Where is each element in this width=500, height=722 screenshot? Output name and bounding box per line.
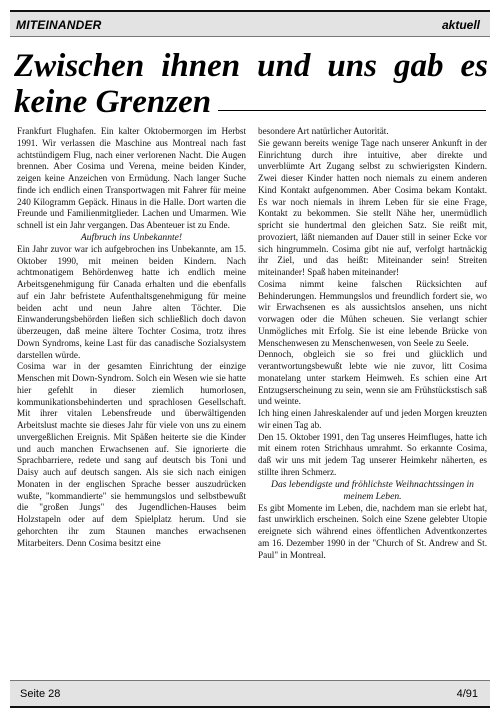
issue-number: 4/91 xyxy=(456,688,478,700)
paragraph: Den 15. Oktober 1991, den Tag unseres Heimfluges, hatte ich mit einem roten Strichhaus umrahmt. So erkannte Cosima, daß wir uns mit jedem Tag unserer Heimkehr näherten, es stillte ihren Schmerz. xyxy=(258,431,487,477)
title-line-1: Zwischen ihnen und uns gab es xyxy=(14,48,488,84)
right-column xyxy=(258,126,487,674)
paragraph: Cosima nimmt keine falschen Rücksichten auf Behinderungen. Hemmungslos und freundlich fordert sie, wo wir Erwachsenen es als aussichtslos ansehen, uns nicht vorwagen oder die Mühen scheuen. Sie verlangt schier Unmögliches mit Erfolg. Sie ist eine lebende Brücke von Menschenwesen zu Menschenwesen, von Seele zu Seele. xyxy=(258,278,487,348)
article-body xyxy=(17,126,487,674)
paragraph: Dennoch, obgleich sie so frei und glücklich und verantwortungsbewußt lebte wie nie zuvor, litt Cosima monatelang unter starkem Heimweh. Es schien eine Art Entzugserscheinung zu sein, wenn sie am Frühstückstisch saß und weinte. xyxy=(258,349,487,407)
paragraph: besondere Art natürlicher Autorität. xyxy=(258,126,389,136)
paragraph: Ich hing einen Jahreskalender auf und jeden Morgen kreuzten wir einen Tag ab. xyxy=(258,408,487,430)
left-column xyxy=(17,126,246,674)
page-number: Seite 28 xyxy=(20,688,61,700)
category-label: aktuell xyxy=(441,18,480,32)
title-line-2: keine Grenzen xyxy=(14,84,212,120)
header-bar xyxy=(10,10,490,37)
section-label: MITEINANDER xyxy=(16,18,102,32)
subheading: Aufbruch ins Unbekannte! xyxy=(80,231,183,243)
paragraph: Es gibt Momente im Leben, die, nachdem man sie erlebt hat, fast unwirklich erscheinen. Solch eine Szene gelebter Utopie ereignete sich während eines öffentlichen Adventkonzertes am 16. Dezember 1990 in der "Church of St. Andrew and St. Paul" in Montreal. xyxy=(258,502,487,560)
footer-bar xyxy=(10,680,490,708)
title-rule xyxy=(218,110,486,111)
paragraph: Cosima war in der gesamten Einrichtung der einzige Menschen mit Down-Syndrom. Solch ein Wesen wie sie hatte hier gefehlt in dieser ziemlich humorlosen, kommunikationsbehinderten und sprachlosen Gesellschaft. Mit ihrer vitalen Lebensfreude und überwältigenden Arbeitslust machte sie dieses Jahr für viele von uns zu einem unvergeßlichen Ereignis. Mit Späßen heiterte sie die Kinder und auch manchen Erwachsenen auf. Sie ignorierte die Sprachbarriere, redete und sang auf deutsch bis Toni und Daisy auch auf deutsch sangen. Als sie sich nach einigen Monaten in der englischen Sprache besser auszudrücken wußte, "kommandierte" sie hemmungslos und selbstbewußt die "großen Jungs" des Jugendlichen-Hauses beim Holzstapeln oder auf dem Spielplatz herum. Und sie gehorchten ihr zum Staunen manches erwachsenen Mitarbeiters. Denn Cosima besitzt eine xyxy=(17,361,246,548)
paragraph: Sie gewann bereits wenige Tage nach unserer Ankunft in der Einrichtung durch ihre intuitive, aber direkte und unverblümte Art Zugang selbst zu schwierigsten Kindern. Zwei dieser Kinder hatten noch niemals zu einem anderen Kind Kontakt aufgenommen. Aber Cosima bekam Kontakt. Es war noch niemals in ihrem Leben für sie eine Frage, Kontakt zu bekommen. Sie stellt Nähe her, unermüdlich spricht sie hundertmal den gleichen Satz. Sie reißt mit, provoziert, läßt niemanden auf Dauer still in seiner Ecke vor sich hingrummeln. Cosima gibt nie auf, verfolgt hartnäckig ihr Ziel, und das heißt: Miteinander sein! Streiten miteinander! Spaß haben miteinander! xyxy=(258,137,487,277)
subheading: Das lebendigste und fröhlichste Weihnachtssingen in meinem Leben. xyxy=(271,478,474,502)
paragraph: Ein Jahr zuvor war ich aufgebrochen ins Unbekannte, am 15. Oktober 1990, mit meinen beiden Kindern. Nach achtmonatigem Behördenweg hatte ich endlich meine Arbeitsgenehmigung für Canada erhalten und die ebenfalls auf ein Jahr befristete Aufenthaltsgenehmigung für meine beiden acht und neun Jahre alten Töchter. Die Einwanderungsbehörden ließen sich schließlich doch davon überzeugen, daß meine ältere Tochter Cosima, trotz ihres Down Syndroms, keine Last für das canadische Sozialsystem darstellen würde. xyxy=(17,243,246,360)
paragraph: Frankfurt Flughafen. Ein kalter Oktobermorgen im Herbst 1991. Wir verlassen die Maschine aus Montreal nach fast achtstündigem Flug, nach einer verlorenen Nacht. Die Augen brennen. Aber Cosima und Verena, meine beiden Kinder, zeigen keine Anzeichen von Ermüdung. Nach langer Suche finde ich endlich einen Transportwagen mit Fahrer für meine 240 Kilogramm Gepäck. Hinaus in die Halle. Dort warten die Freunde und Familienmitglieder. Lachen und Umarmen. Wie schnell ist ein Jahr vergangen. Das Abenteuer ist zu Ende. xyxy=(17,126,246,230)
